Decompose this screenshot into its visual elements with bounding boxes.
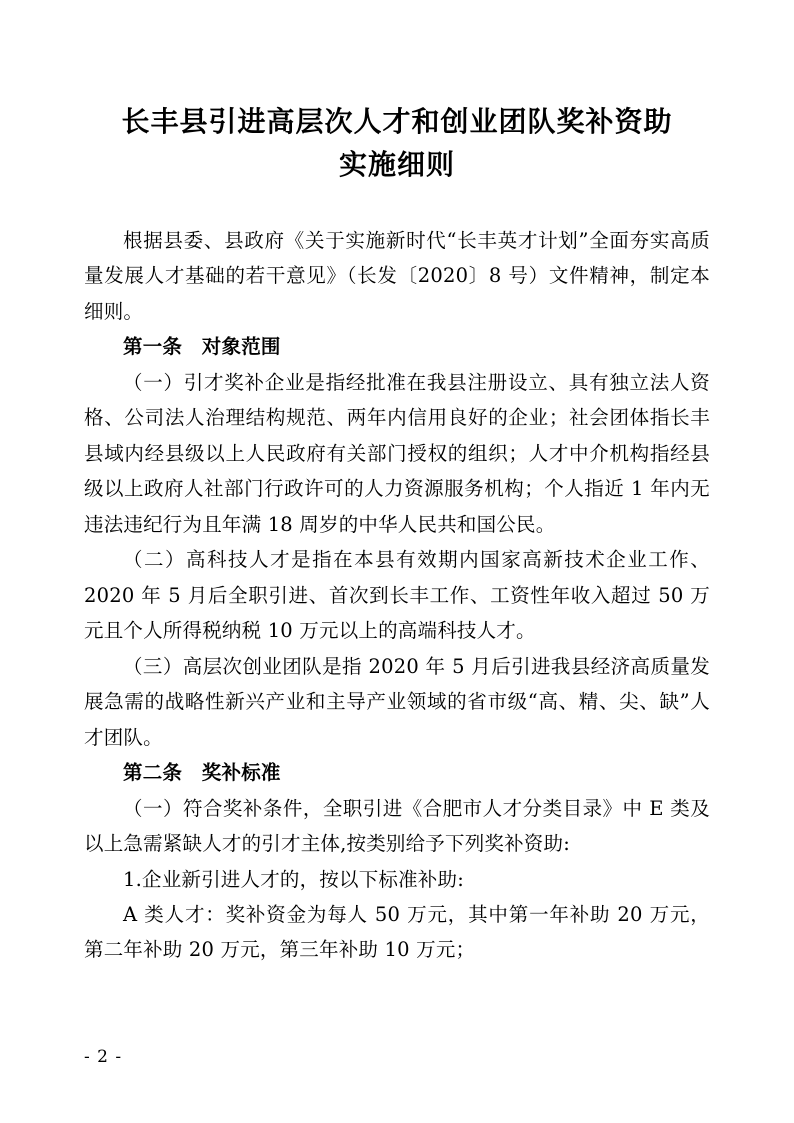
paragraph-preamble: 根据县委、县政府《关于实施新时代“长丰英才计划”全面夯实高质量发展人才基础的若干意见》（长发〔2020〕8 号）文件精神，制定本细则。	[84, 228, 710, 323]
page-number: - 2 -	[84, 1047, 123, 1067]
document-body	[84, 223, 710, 968]
paragraph-article-2-item-1-sub-1: 1.企业新引进人才的，按以下标准补助:	[123, 867, 464, 891]
page-title-line-2: 实施细则	[338, 148, 455, 182]
paragraph-article-2-heading: 第二条 奖补标准	[123, 761, 281, 785]
paragraph-article-2-class-a: A 类人才：奖补资金为每人 50 万元，其中第一年补助 20 万元，第二年补助 20 万元，第三年补助 10 万元；	[84, 902, 710, 962]
page-title	[84, 100, 710, 187]
paragraph-article-1-item-2: （二）高科技人才是指在本县有效期内国家高新技术企业工作、2020 年 5 月后全职引进、首次到长丰工作、工资性年收入超过 50 万元且个人所得税纳税 10 万元以上的高端科技人才。	[84, 548, 710, 643]
paragraph-article-2-item-1: （一）符合奖补条件，全职引进《合肥市人才分类目录》中 E 类及以上急需紧缺人才的引才主体,按类别给予下列奖补资助:	[84, 796, 710, 856]
paragraph-article-1-item-1: （一）引才奖补企业是指经批准在我县注册设立、具有独立法人资格、公司法人治理结构规范、两年内信用良好的企业；社会团体指长丰县域内经县级以上人民政府有关部门授权的组织；人才中介机构指经县级以上政府人社部门行政许可的人力资源服务机构；个人指近 1 年内无违法违纪行为且年满 18 周岁的中华人民共和国公民。	[84, 370, 710, 536]
paragraph-article-1-heading: 第一条 对象范围	[123, 335, 281, 359]
page-title-line-1: 长丰县引进高层次人才和创业团队奖补资助	[121, 105, 673, 138]
paragraph-article-1-item-3: （三）高层次创业团队是指 2020 年 5 月后引进我县经济高质量发展急需的战略性新兴产业和主导产业领域的省市级“高、精、尖、缺”人才团队。	[84, 654, 710, 749]
